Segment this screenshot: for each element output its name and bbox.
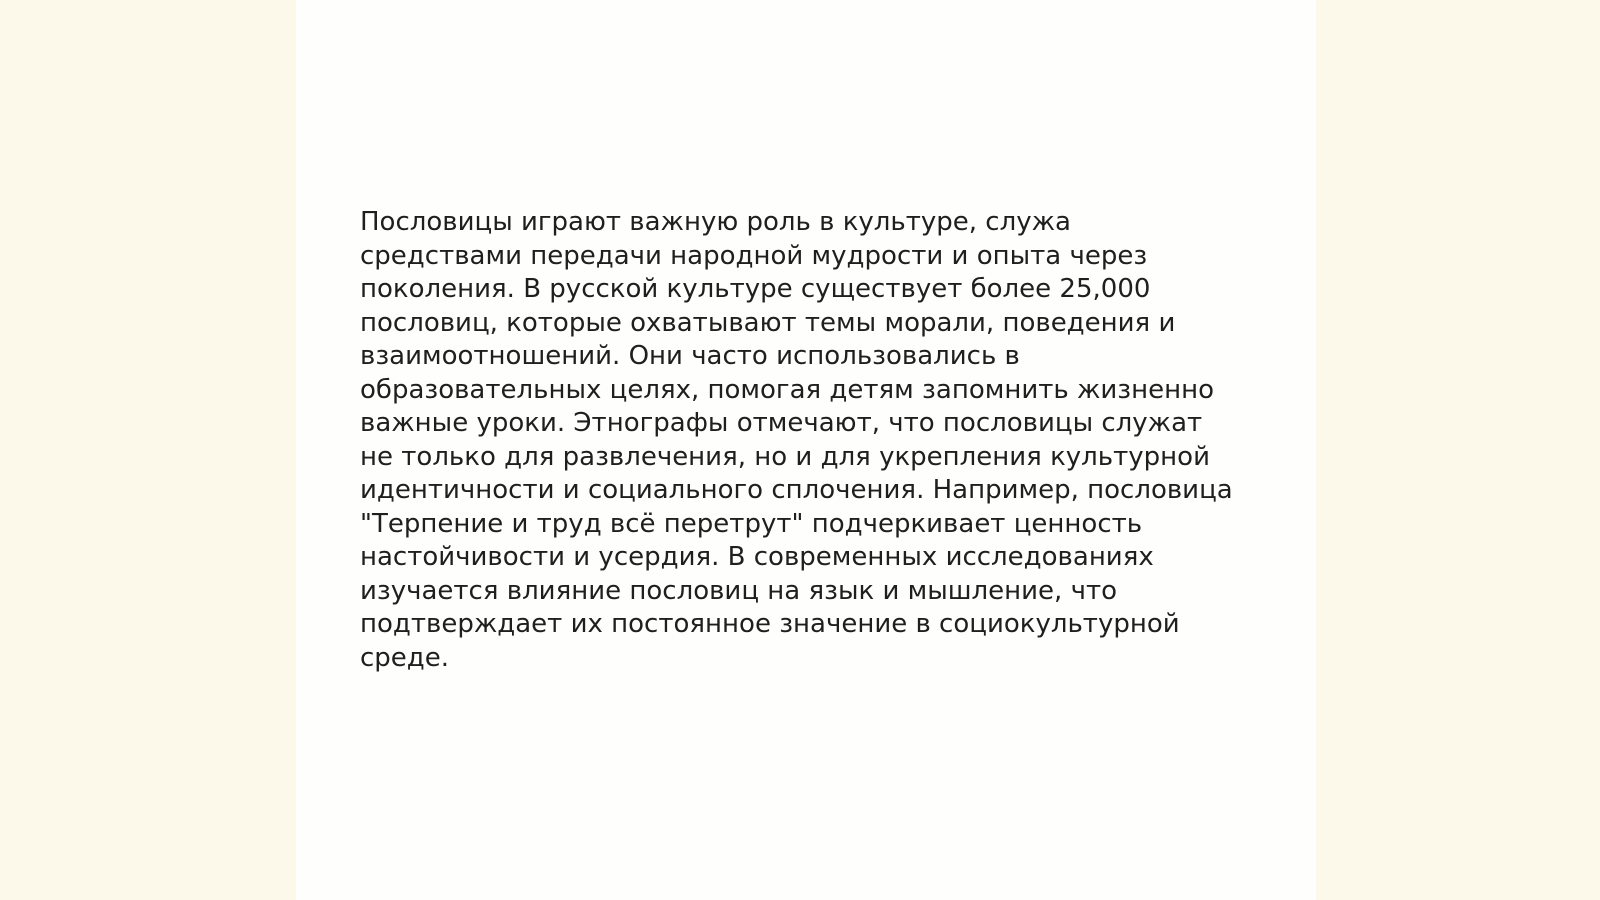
body-paragraph: Пословицы играют важную роль в культуре, служа средствами передачи народной мудрости и опыта через поколения. В русской культуре существует более 25,000 пословиц, которые охватывают темы морали, поведения и взаимоотношений. Они часто использовались в образовательных целях, помогая детям запомнить жизненно важные уроки. Этнографы отмечают, что пословицы служат не только для развлечения, но и для укрепления культурной идентичности и социального сплочения. Например, пословица "Терпение и труд всё перетрут" подчеркивает ценность настойчивости и усердия. В современных исследованиях изучается влияние пословиц на язык и мышление, что подтверждает их постоянное значение в социокультурной среде.	[360, 207, 1233, 673]
document-page	[296, 0, 1316, 900]
